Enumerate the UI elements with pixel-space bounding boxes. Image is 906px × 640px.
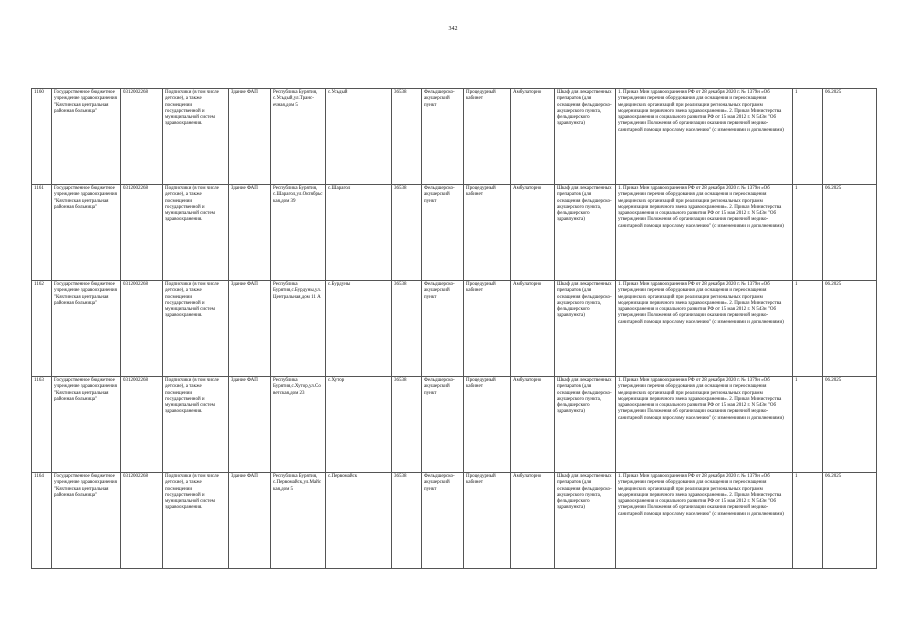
cell-type: Фельдшерско-акушерский пункт xyxy=(422,377,464,473)
cell-num: 1163 xyxy=(32,377,52,473)
cell-basis: 1. Приказ Мин здравоохранения РФ от 28 декабря 2020 г. № 1379н «Об утверждении перечня оборудования для оснащения и переоснащения медицинских организаций при реализации региональных программ модернизации первичного звена здравоохранения». 2. Приказ Министерства здравоохранения и социального развития РФ от 15 мая 2012 г. N 543н "Об утверждении Положения об организации оказания первичной медико-санитарной помощи взрослому населению" (с изменениями и дополнениями) xyxy=(616,185,793,281)
cell-qty: 1 xyxy=(793,281,823,377)
cell-address: Республика Бурятия, с.Первомайск,ул.Майская,дом 5 xyxy=(271,473,326,569)
cell-building: Здание ФАП xyxy=(229,281,271,377)
cell-locality: с.Хутор xyxy=(326,377,392,473)
cell-type: Фельдшерско-акушерский пункт xyxy=(422,89,464,185)
cell-basis: 1. Приказ Мин здравоохранения РФ от 28 декабря 2020 г. № 1379н «Об утверждении перечня оборудования для оснащения и переоснащения медицинских организаций при реализации региональных программ модернизации первичного звена здравоохранения». 2. Приказ Министерства здравоохранения и социального развития РФ от 15 мая 2012 г. N 543н "Об утверждении Положения об организации оказания первичной медико-санитарной помощи взрослому населению" (с изменениями и дополнениями) xyxy=(616,377,793,473)
cell-inn: 0312002268 xyxy=(121,185,163,281)
cell-building: Здание ФАП xyxy=(229,377,271,473)
table-row xyxy=(32,473,877,569)
cell-code: 36538 xyxy=(392,185,422,281)
cell-type: Фельдшерско-акушерский пункт xyxy=(422,185,464,281)
cell-organization: Государственное бюджетное учреждение здравоохранения "Кяхтинская центральная районная больница" xyxy=(52,89,121,185)
cell-date: 06.2025 xyxy=(823,185,877,281)
cell-num: 1160 xyxy=(32,89,52,185)
cell-num: 1162 xyxy=(32,281,52,377)
cell-building: Здание ФАП xyxy=(229,473,271,569)
cell-room: Процедурный кабинет xyxy=(464,377,511,473)
cell-inn: 0312002268 xyxy=(121,377,163,473)
table-row xyxy=(32,281,877,377)
cell-qty: 1 xyxy=(793,377,823,473)
cell-equipment: Шкаф для лекарственных препаратов (для оснащения фельдшерско-акушерского пункта, фельдшерского здравпункта) xyxy=(555,185,616,281)
cell-room: Процедурный кабинет xyxy=(464,185,511,281)
cell-equipment: Шкаф для лекарственных препаратов (для оснащения фельдшерско-акушерского пункта, фельдшерского здравпункта) xyxy=(555,89,616,185)
cell-locality: с.Усьдый xyxy=(326,89,392,185)
cell-code: 36538 xyxy=(392,281,422,377)
cell-right: Подписчики (в том числе детские), а также посмещении государственной и муниципальной систем здравоохранения. xyxy=(163,473,229,569)
cell-care: Амбулаторно xyxy=(511,89,555,185)
cell-type: Фельдшерско-акушерский пункт xyxy=(422,281,464,377)
cell-equipment: Шкаф для лекарственных препаратов (для оснащения фельдшерско-акушерского пункта, фельдшерского здравпункта) xyxy=(555,473,616,569)
cell-locality: с.Бурдуны xyxy=(326,281,392,377)
cell-basis: 1. Приказ Мин здравоохранения РФ от 28 декабря 2020 г. № 1379н «Об утверждении перечня оборудования для оснащения и переоснащения медицинских организаций при реализации региональных программ модернизации первичного звена здравоохранения». 2. Приказ Министерства здравоохранения и социального развития РФ от 15 мая 2012 г. N 543н "Об утверждении Положения об организации оказания первичной медико-санитарной помощи взрослому населению" (с изменениями и дополнениями) xyxy=(616,473,793,569)
cell-qty: 1 xyxy=(793,185,823,281)
cell-qty: 1 xyxy=(793,473,823,569)
cell-address: Республика Бурятия, с.Шарагол,ул.Октябрьская,дом 39 xyxy=(271,185,326,281)
cell-address: Республика Бурятия,с.Хутор,ул.Советская,дом 23 xyxy=(271,377,326,473)
cell-right: Подписчики (в том числе детские), а также посмещении государственной и муниципальной систем здравоохранения. xyxy=(163,185,229,281)
cell-type: Фельдшерско-акушерский пункт xyxy=(422,473,464,569)
cell-equipment: Шкаф для лекарственных препаратов (для оснащения фельдшерско-акушерского пункта, фельдшерского здравпункта) xyxy=(555,281,616,377)
cell-building: Здание ФАП xyxy=(229,89,271,185)
cell-room: Процедурный кабинет xyxy=(464,89,511,185)
cell-address: Республика Бурятия,с.Бурдуны,ул.Центральная,дом 11 А xyxy=(271,281,326,377)
cell-organization: Государственное бюджетное учреждение здравоохранения "Кяхтинская центральная районная больница" xyxy=(52,281,121,377)
cell-inn: 0312002268 xyxy=(121,89,163,185)
cell-date: 06.2025 xyxy=(823,377,877,473)
cell-organization: Государственное бюджетное учреждение здравоохранения "Кяхтинская центральная районная больница" xyxy=(52,185,121,281)
cell-building: Здание ФАП xyxy=(229,185,271,281)
cell-num: 1161 xyxy=(32,185,52,281)
cell-care: Амбулаторно xyxy=(511,281,555,377)
cell-room: Процедурный кабинет xyxy=(464,473,511,569)
page-number: 342 xyxy=(448,26,458,32)
cell-care: Амбулаторно xyxy=(511,377,555,473)
cell-right: Подписчики (в том числе детские), а также посмещении государственной и муниципальной систем здравоохранения. xyxy=(163,89,229,185)
cell-address: Республика Бурятия, с.Усьдый,ул.Трансечная,дом 5 xyxy=(271,89,326,185)
cell-inn: 0312002268 xyxy=(121,473,163,569)
cell-care: Амбулаторно xyxy=(511,185,555,281)
table-row xyxy=(32,185,877,281)
cell-num: 1164 xyxy=(32,473,52,569)
cell-care: Амбулаторно xyxy=(511,473,555,569)
cell-code: 36538 xyxy=(392,473,422,569)
cell-date: 06.2025 xyxy=(823,281,877,377)
cell-code: 36538 xyxy=(392,377,422,473)
cell-right: Подписчики (в том числе детские), а также посмещении государственной и муниципальной систем здравоохранения. xyxy=(163,377,229,473)
cell-room: Процедурный кабинет xyxy=(464,281,511,377)
registry-table xyxy=(31,88,877,569)
cell-organization: Государственное бюджетное учреждение здравоохранения "Кяхтинская центральная районная больница" xyxy=(52,377,121,473)
cell-date: 06.2025 xyxy=(823,473,877,569)
cell-basis: 1. Приказ Мин здравоохранения РФ от 28 декабря 2020 г. № 1379н «Об утверждении перечня оборудования для оснащения и переоснащения медицинских организаций при реализации региональных программ модернизации первичного звена здравоохранения». 2. Приказ Министерства здравоохранения и социального развития РФ от 15 мая 2012 г. N 543н "Об утверждении Положения об организации оказания первичной медико-санитарной помощи взрослому населению" (с изменениями и дополнениями) xyxy=(616,281,793,377)
table-row xyxy=(32,377,877,473)
cell-locality: с.Первомайск xyxy=(326,473,392,569)
table-row xyxy=(32,89,877,185)
cell-inn: 0312002268 xyxy=(121,281,163,377)
cell-organization: Государственное бюджетное учреждение здравоохранения "Кяхтинская центральная районная больница" xyxy=(52,473,121,569)
cell-right: Подписчики (в том числе детские), а также посмещении государственной и муниципальной систем здравоохранения. xyxy=(163,281,229,377)
cell-date: 06.2025 xyxy=(823,89,877,185)
cell-locality: с.Шарагол xyxy=(326,185,392,281)
cell-basis: 1. Приказ Мин здравоохранения РФ от 28 декабря 2020 г. № 1379н «Об утверждении перечня оборудования для оснащения и переоснащения медицинских организаций при реализации региональных программ модернизации первичного звена здравоохранения». 2. Приказ Министерства здравоохранения и социального развития РФ от 15 мая 2012 г. N 543н "Об утверждении Положения об организации оказания первичной медико-санитарной помощи взрослому населению" (с изменениями и дополнениями) xyxy=(616,89,793,185)
cell-code: 36538 xyxy=(392,89,422,185)
cell-qty: 1 xyxy=(793,89,823,185)
cell-equipment: Шкаф для лекарственных препаратов (для оснащения фельдшерско-акушерского пункта, фельдшерского здравпункта) xyxy=(555,377,616,473)
